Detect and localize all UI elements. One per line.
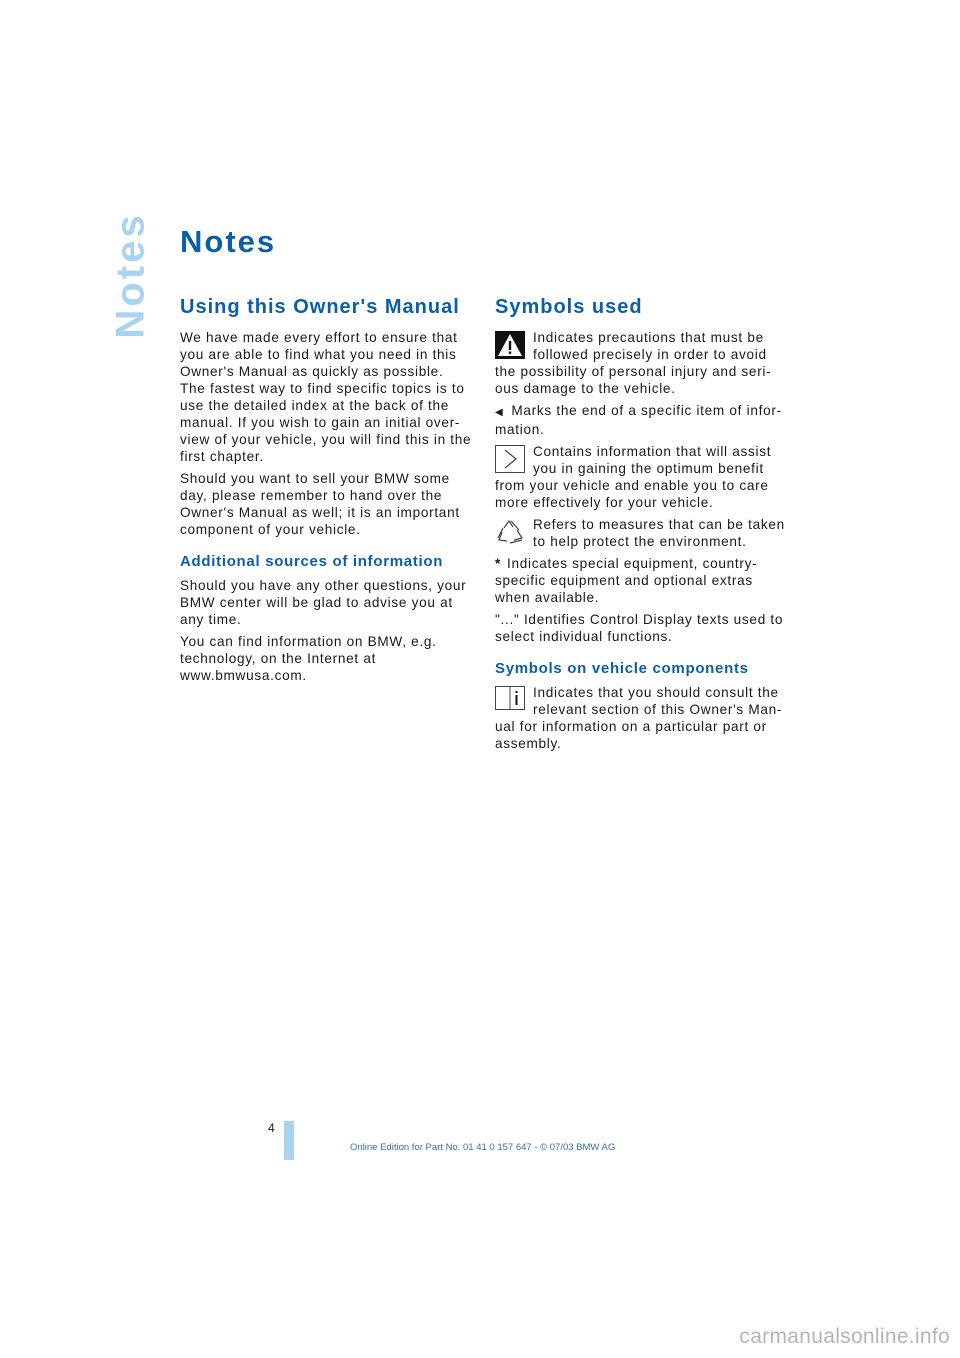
- paragraph-manual-intro: We have made every effort to ensure that you are able to find what you need in this Owner's Manual as quickly as possible. The fastest way to find specific topics is to use the detailed index at the back of the manual. If you wish to gain an initial over-view of your vehicle, you will find this in the first chapter.: [180, 330, 472, 464]
- footer-edition: Online Edition for Part No. 01 41 0 157 647 - © 07/03 BMW AG: [350, 1142, 616, 1153]
- env-line-1: Refers to measures that can be taken: [533, 517, 785, 532]
- env-line-2: to help protect the environment.: [533, 534, 747, 549]
- comp-line-1: Indicates that you should consult the: [533, 685, 779, 700]
- side-tab-label: Notes: [108, 211, 153, 339]
- symbol-component-info: [495, 684, 787, 752]
- warning-line-rest: the possibility of personal injury and seri-ous damage to the vehicle.: [495, 364, 772, 396]
- special-equipment-text: Indicates special equipment, country-specific equipment and optional extras when available.: [495, 556, 758, 605]
- paragraph-bmw-center: Should you have any other questions, your BMW center will be glad to advise you at any time.: [180, 578, 467, 627]
- paragraph-internet: You can find information on BMW, e.g. technology, on the Internet at www.bmwusa.com.: [180, 634, 437, 683]
- recycle-icon: [495, 518, 525, 550]
- comp-line-rest: ual for information on a particular part or assembly.: [495, 719, 767, 751]
- section-heading-manual: Using this Owner's Manual: [180, 296, 460, 318]
- page-marker-bar: [284, 1121, 294, 1160]
- tip-arrow-icon: [495, 445, 525, 477]
- warning-triangle-icon: [495, 331, 525, 363]
- tip-line-2: you in gaining the optimum benefit: [533, 461, 764, 476]
- end-mark-icon: ◀: [495, 407, 504, 418]
- watermark: carmanualsonline.info: [739, 1325, 950, 1348]
- symbol-tip: [495, 443, 787, 511]
- symbol-environment: [495, 516, 787, 550]
- manual-info-icon: [495, 686, 525, 714]
- left-column: [180, 294, 472, 689]
- tip-line-rest: from your vehicle and enable you to care more effectively for your vehicle.: [495, 478, 769, 510]
- right-column: [495, 294, 787, 757]
- page-title: Notes: [180, 224, 277, 259]
- comp-line-2: relevant section of this Owner's Man-: [533, 702, 783, 717]
- page-number: 4: [268, 1121, 275, 1135]
- warning-line-1: Indicates precautions that must be: [533, 330, 764, 345]
- special-equipment-item: [495, 555, 787, 606]
- paragraph-sell-vehicle: Should you want to sell your BMW some day, please remember to hand over the Owner's Manual as well; it is an important component of your vehicle.: [180, 471, 460, 537]
- sub-heading-vehicle-components: Symbols on vehicle components: [495, 660, 749, 677]
- tip-line-1: Contains information that will assist: [533, 444, 772, 459]
- asterisk-icon: *: [495, 556, 501, 571]
- warning-line-2: followed precisely in order to avoid: [533, 347, 767, 362]
- section-heading-symbols: Symbols used: [495, 296, 643, 318]
- symbol-warning: [495, 329, 787, 397]
- end-mark-text: Marks the end of a specific item of infor-mation.: [495, 403, 782, 437]
- end-mark-item: [495, 402, 787, 438]
- sub-heading-sources: Additional sources of information: [180, 553, 444, 570]
- control-display-item: "..." Identifies Control Display texts used to select individual functions.: [495, 612, 784, 644]
- side-tab: [108, 211, 154, 339]
